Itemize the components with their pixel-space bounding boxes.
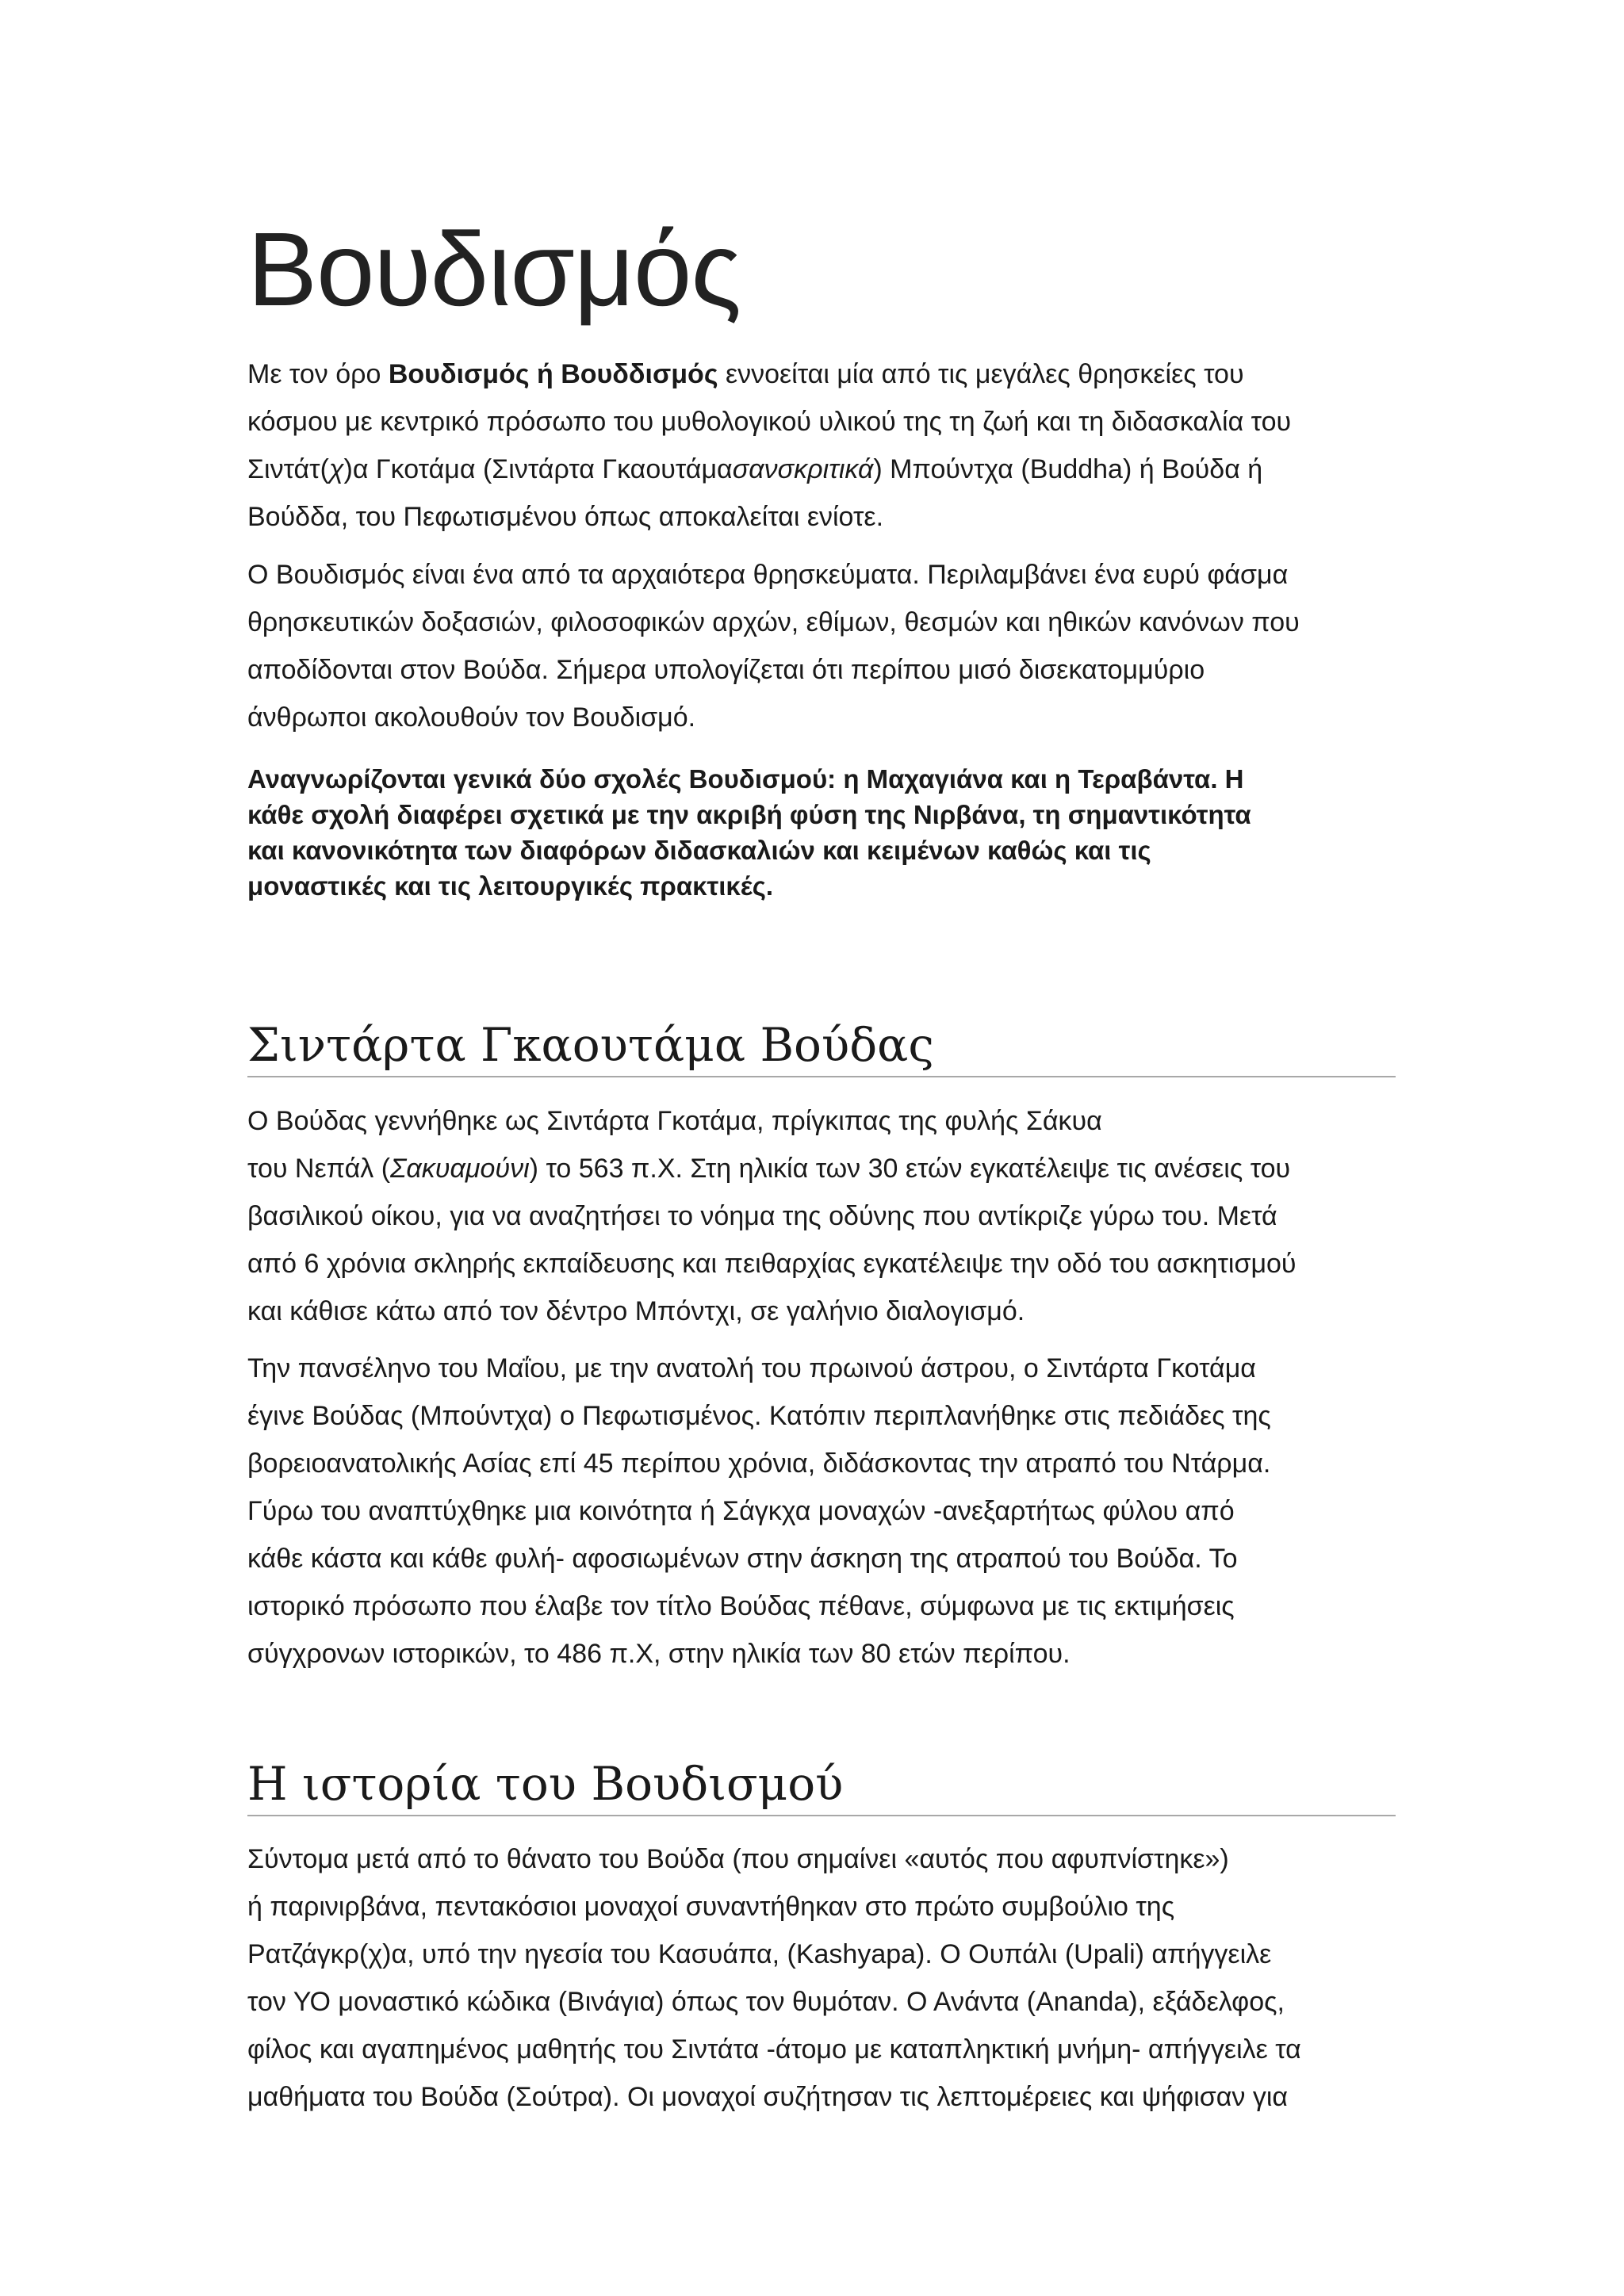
- paragraph-line: τον ΥΟ μοναστικό κώδικα (Βινάγια) όπως τον θυμόταν. Ο Ανάντα (Ananda), εξάδελφος,: [247, 1987, 1285, 2017]
- paragraph-line: βορειοανατολικής Ασίας επί 45 περίπου χρόνια, διδάσκοντας την ατραπό του Ντάρμα.: [247, 1448, 1271, 1479]
- paragraph-line: και κάθισε κάτω από τον δέντρο Μπόντχι, σε γαλήνιο διαλογισμό.: [247, 1296, 1025, 1326]
- paragraph-line: έγινε Βούδας (Μπούντχα) ο Πεφωτισμένος. Κατόπιν περιπλανήθηκε στις πεδιάδες της: [247, 1401, 1271, 1431]
- section-divider: [247, 1815, 1396, 1816]
- intro-text: Με τον όρο: [247, 359, 389, 389]
- paragraph-line: Σύντομα μετά από το θάνατο του Βούδα (που σημαίνει «αυτός που αφυπνίστηκε»): [247, 1844, 1229, 1874]
- section2-paragraph-1: [247, 1835, 1396, 2121]
- intro-text: Σιντάτ(: [247, 454, 329, 484]
- intro-line-4: Βούδδα, του Πεφωτισμένου όπως αποκαλείται ενίοτε.: [247, 502, 884, 532]
- intro-italic: σανσκριτικά: [732, 454, 874, 484]
- paragraph-text: του Νεπάλ (: [247, 1154, 391, 1184]
- section-heading-history: Η ιστορία του Βουδισμού: [247, 1757, 844, 1811]
- paragraph-line: βασιλικού οίκου, για να αναζητήσει το νόημα της οδύνης που αντίκριζε γύρω του. Μετά: [247, 1201, 1277, 1231]
- section1-paragraph-2: [247, 1345, 1396, 1678]
- paragraph-line: [247, 1145, 1396, 1192]
- paragraph-line: κάθε κάστα και κάθε φυλή- αφοσιωμένων στην άσκηση της ατραπού του Βούδα. Το: [247, 1544, 1238, 1574]
- bold-paragraph-line: μοναστικές και τις λειτουργικές πρακτικές.: [247, 871, 774, 901]
- paragraph-line: άνθρωποι ακολουθούν τον Βουδισμό.: [247, 702, 696, 733]
- bold-paragraph-line: και κανονικότητα των διαφόρων διδασκαλιών και κειμένων καθώς και τις: [247, 836, 1151, 865]
- intro-line-1: [247, 350, 1396, 398]
- intro-italic: χ: [328, 454, 344, 484]
- bold-paragraph: [247, 761, 1251, 904]
- intro-text: )α Γκοτάμα (Σιντάρτα Γκαουτάμα: [343, 454, 733, 484]
- paragraph-line: Ο Βούδας γεννήθηκε ως Σιντάρτα Γκοτάμα, πρίγκιπας της φυλής Σάκυα: [247, 1106, 1102, 1136]
- paragraph-line: σύγχρονων ιστορικών, το 486 π.Χ, στην ηλικία των 80 ετών περίπου.: [247, 1639, 1071, 1669]
- intro-text: εννοείται μία από τις μεγάλες θρησκείες του: [718, 359, 1244, 389]
- paragraph-line: ή παρινιρβάνα, πεντακόσιοι μοναχοί συναντήθηκαν στο πρώτο συμβούλιο της: [247, 1892, 1175, 1922]
- bold-paragraph-line: κάθε σχολή διαφέρει σχετικά με την ακριβή φύση της Νιρβάνα, τη σημαντικότητα: [247, 800, 1251, 829]
- paragraph-line: ιστορικό πρόσωπο που έλαβε τον τίτλο Βούδας πέθανε, σύμφωνα με τις εκτιμήσεις: [247, 1591, 1235, 1621]
- paragraph-line: από 6 χρόνια σκληρής εκπαίδευσης και πειθαρχίας εγκατέλειψε την οδό του ασκητισμού: [247, 1249, 1297, 1279]
- intro-paragraph: [247, 350, 1396, 541]
- paragraph-line: Ρατζάγκρ(χ)α, υπό την ηγεσία του Κασυάπα, (Kashyapa). Ο Ουπάλι (Upali) απήγγειλε: [247, 1939, 1272, 1969]
- paragraph-line: φίλος και αγαπημένος μαθητής του Σιντάτα -άτομο με καταπληκτική μνήμη- απήγγειλε τα: [247, 2034, 1301, 2064]
- paragraph-text: ) το 563 π.Χ. Στη ηλικία των 30 ετών εγκατέλειψε τις ανέσεις του: [529, 1154, 1291, 1184]
- paragraph-line: Ο Βουδισμός είναι ένα από τα αρχαιότερα θρησκεύματα. Περιλαμβάνει ένα ευρύ φάσμα: [247, 560, 1289, 590]
- paragraph-line: μαθήματα του Βούδα (Σούτρα). Οι μοναχοί συζήτησαν τις λεπτομέρειες και ψήφισαν για: [247, 2082, 1289, 2112]
- bold-paragraph-line: Αναγνωρίζονται γενικά δύο σχολές Βουδισμού: η Μαχαγιάνα και η Τεραβάντα. Η: [247, 764, 1244, 794]
- paragraph-italic: Σακυαμούνι: [390, 1154, 530, 1184]
- section1-paragraph-1: [247, 1097, 1396, 1335]
- intro-bold-term: Βουδισμός ή Βουδδισμός: [388, 359, 718, 389]
- section-divider: [247, 1076, 1396, 1077]
- intro-line-3: [247, 446, 1396, 493]
- section-heading-siddhartha: Σιντάρτα Γκαουτάμα Βούδας: [247, 1018, 934, 1072]
- intro-line-2: κόσμου με κεντρικό πρόσωπο του μυθολογικού υλικού της τη ζωή και τη διδασκαλία του: [247, 407, 1292, 437]
- paragraph-line: αποδίδονται στον Βούδα. Σήμερα υπολογίζεται ότι περίπου μισό δισεκατομμύριο: [247, 655, 1205, 685]
- paragraph-line: Την πανσέληνο του Μαΐου, με την ανατολή του πρωινού άστρου, ο Σιντάρτα Γκοτάμα: [247, 1353, 1256, 1383]
- page-title: Βουδισμός: [247, 211, 741, 327]
- intro-text: ) Μπούντχα (Buddha) ή Βούδα ή: [873, 454, 1263, 484]
- paragraph-line: θρησκευτικών δοξασιών, φιλοσοφικών αρχών, εθίμων, θεσμών και ηθικών κανόνων που: [247, 607, 1300, 637]
- paragraph-2: [247, 551, 1396, 741]
- paragraph-line: Γύρω του αναπτύχθηκε μια κοινότητα ή Σάγκχα μοναχών -ανεξαρτήτως φύλου από: [247, 1496, 1235, 1526]
